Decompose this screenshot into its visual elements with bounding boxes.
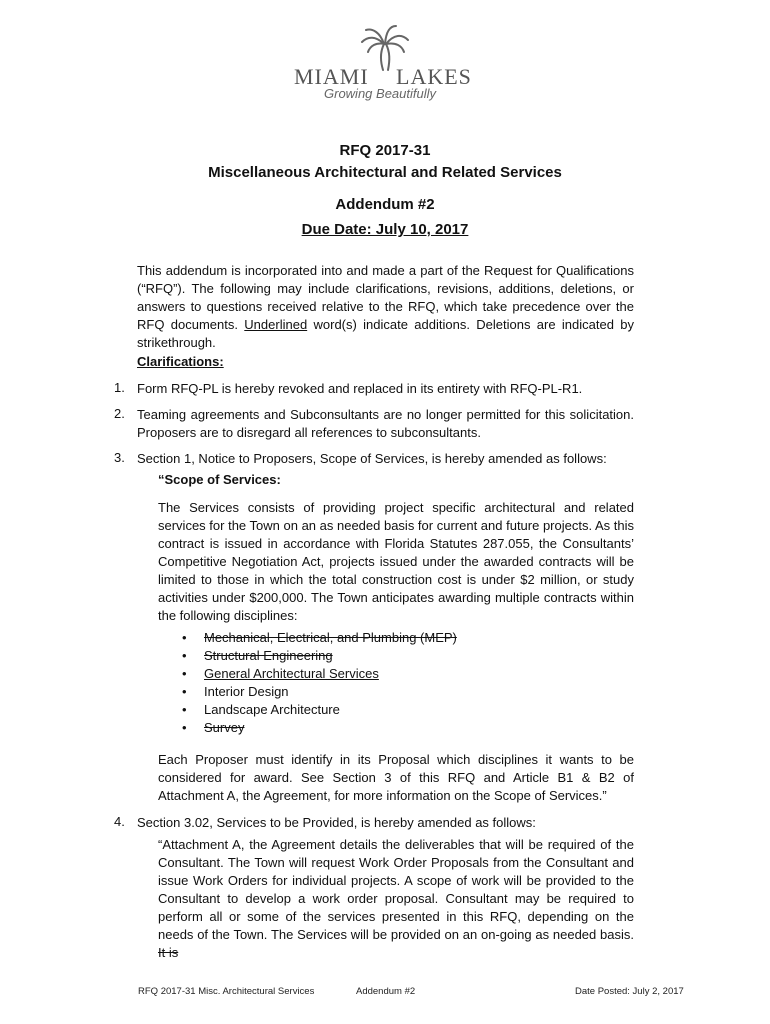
attachment-paragraph (158, 836, 634, 962)
rfq-title: Miscellaneous Architectural and Related Services (208, 164, 562, 181)
footer-center: Addendum #2 (356, 986, 416, 997)
item-number: 2. (114, 406, 125, 421)
footer-left: RFQ 2017-31 Misc. Architectural Services (138, 986, 315, 997)
attachment-struck-text: It is (158, 945, 179, 960)
clarification-item: Teaming agreements and Subconsultants are no longer permitted for this solicitation. Proposers are to disregard all references to subconsultants. (137, 407, 634, 440)
logo-name-right: LAKES (396, 64, 472, 89)
clarification-item: Section 1, Notice to Proposers, Scope of Services, is hereby amended as follows: (137, 451, 607, 466)
scope-closing-paragraph: Each Proposer must identify in its Proposal which disciplines it wants to be considered for award. See Section 3 of this RFQ and Article B1 & B2 of Attachment A, the Agreement, for more information on the Scope of Services.” (158, 752, 634, 803)
clarifications-heading: Clarifications: (137, 354, 224, 369)
discipline-item (180, 701, 457, 719)
item-number: 1. (114, 380, 125, 395)
bullet-icon: • (182, 666, 187, 681)
discipline-label: Structural Engineering (204, 648, 333, 663)
addendum-number: Addendum #2 (335, 196, 435, 213)
intro-text-2: word(s) indicate additions. Deletions are indicated by strikethrough. (137, 317, 634, 350)
discipline-item (180, 683, 457, 701)
discipline-item (180, 647, 457, 665)
bullet-icon: • (182, 702, 187, 717)
footer-right: Date Posted: July 2, 2017 (575, 986, 684, 997)
rfq-number: RFQ 2017-31 (339, 142, 431, 159)
clarification-item: Section 3.02, Services to be Provided, is hereby amended as follows: (137, 815, 536, 830)
intro-underlined-word: Underlined (244, 317, 308, 332)
discipline-item (180, 629, 457, 647)
logo-name-left: MIAMI (294, 64, 369, 89)
scope-paragraph: The Services consists of providing project specific architectural and related services for the Town on an as needed basis for current and future projects. As this contract is issued in accordance with Florida Statutes 287.055, the Consultants’ Competitive Negotiation Act, projects issued under the awarded contracts will be limited to those in which the total construction cost is under $2 million, or study activities under $200,000. The Town anticipates awarding multiple contracts within the following disciplines: (158, 500, 634, 623)
town-logo (280, 22, 490, 106)
bullet-icon: • (182, 684, 187, 699)
clarification-item: Form RFQ-PL is hereby revoked and replaced in its entirety with RFQ-PL-R1. (137, 381, 583, 396)
discipline-label: Survey (204, 720, 245, 735)
bullet-icon: • (182, 630, 187, 645)
bullet-icon: • (182, 648, 187, 663)
item-number: 3. (114, 450, 125, 465)
bullet-icon: • (182, 720, 187, 735)
attachment-text: “Attachment A, the Agreement details the deliverables that will be required of the Consultant. The Town will request Work Order Proposals from the Consultant and issue Work Orders for individual projects. A scope of work will be provided to the Consultant to develop a work order proposal. Consultant may be required to perform all or some of the services presented in this RFQ, depending on the needs of the Town. The Services will be provided on an on-going as needed basis. (158, 837, 634, 942)
discipline-label: Interior Design (204, 684, 289, 699)
logo-tagline: Growing Beautifully (324, 86, 436, 101)
discipline-item (180, 665, 457, 683)
intro-paragraph (137, 262, 634, 352)
discipline-item (180, 719, 457, 737)
disciplines-list (180, 629, 457, 737)
intro-text-1: This addendum is incorporated into and made a part of the Request for Qualifications (“RFQ”). The following may include clarifications, revisions, additions, deletions, or answers to questions received relative to the RFQ, which take precedence over the RFQ documents. (137, 263, 634, 332)
scope-heading: “Scope of Services: (158, 472, 281, 487)
discipline-label: Mechanical, Electrical, and Plumbing (MEP) (204, 630, 457, 645)
due-date: Due Date: July 10, 2017 (301, 221, 469, 238)
item-number: 4. (114, 814, 125, 829)
discipline-label: Landscape Architecture (204, 702, 340, 717)
discipline-label: General Architectural Services (204, 666, 379, 681)
